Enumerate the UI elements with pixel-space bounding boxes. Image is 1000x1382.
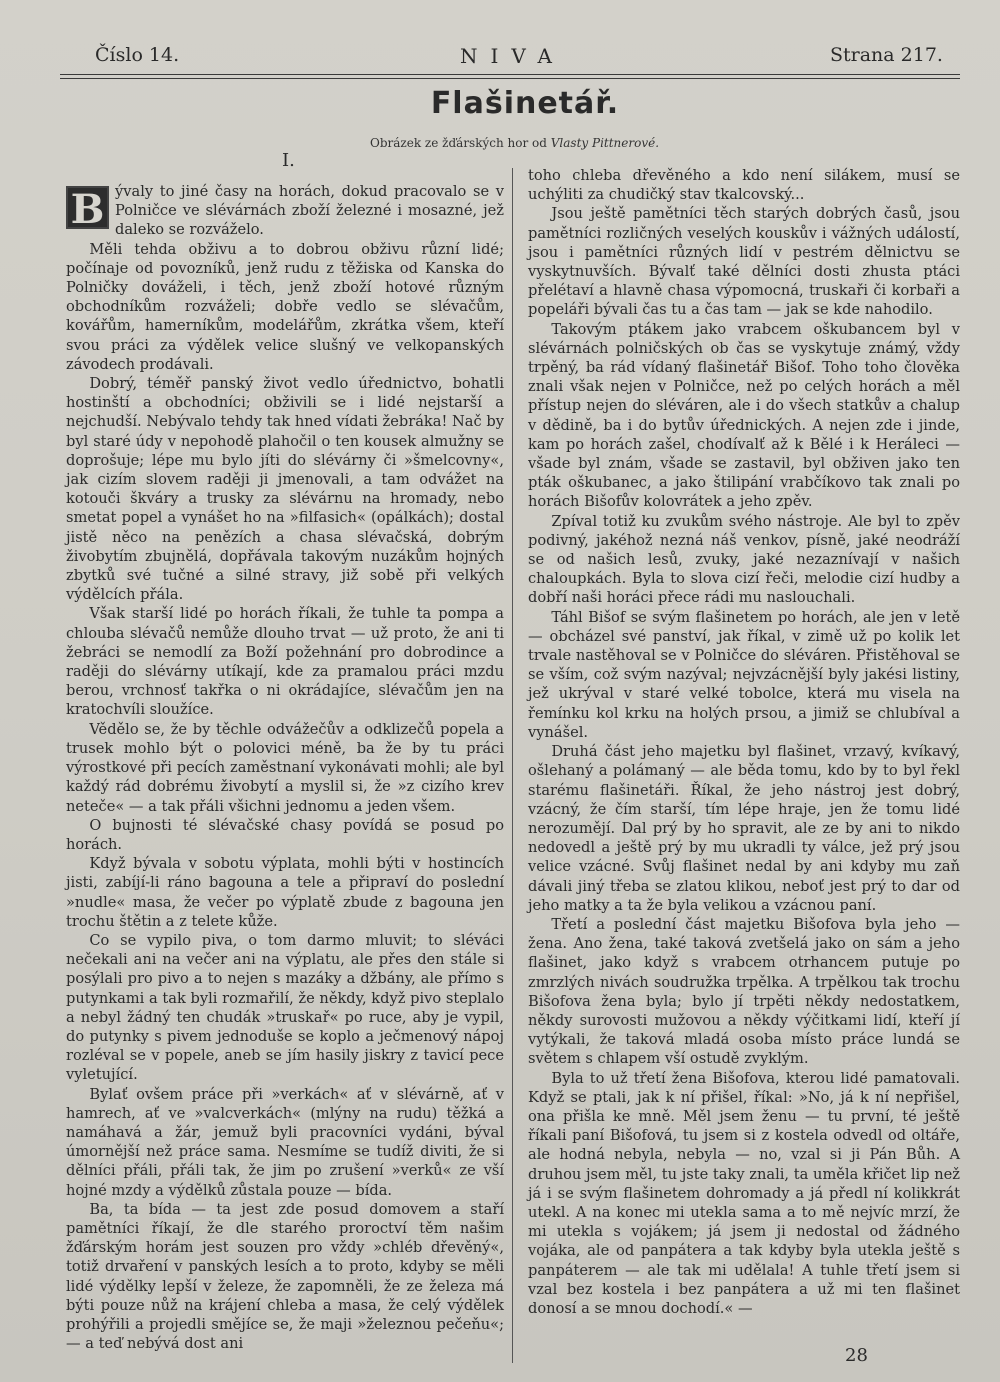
issue-number: Číslo 14. <box>95 44 180 66</box>
paragraph: Byla to už třetí žena Bišofova, kterou lidé pamatovali. Když se ptali, jak k ní přišel, říkal: »No, já k ní nepřišel, ona přišla ke mně. Měl jsem ženu — tu první, té ještě říkali paní Bišofová, tu jsem si z kostela odvedl od oltáře, ale hodná nebyla, nebyla — no, vzal si ji Pán Bůh. A druhou jsem měl, tu jste taky znali, ta uměla křičet lip než já i se svým flašinetem dohromady a já předl ní kolikkrát utekl. A na konec mi utekla sama a to mě nejvíc mrzí, že mi utekla s vojákem; já jsem ji nedostal od žádného vojáka, ale od panpátera a tak kdyby byla utekla ještě s panpáterem — ale tak mi udělala! A tuhle třetí jsem si vzal bez kostela i bez panpátera a už mi ten flašinet donosí a se mnou dochodí.« — <box>528 1069 960 1317</box>
right-column <box>528 166 960 1318</box>
paragraph: Jsou ještě pamětníci těch starých dobrých časů, jsou pamětníci rozličných veselých kouskův i vážných událostí, jsou i pamětníci různých lidí v pestrém dělnictvu se vyskytnuvších. Bývalť také dělníci dosti zhusta ptáci přelétaví a hlavně chasa výpomocná, truskaři či korbaři a popeláři bývali čas tu a čas tam — jak se kde nahodilo. <box>528 205 960 319</box>
paragraph: Měli tehda obživu a to dobrou obživu různí lidé; počínaje od povozníků, jenž rudu z těžiska od Kanska do Polničky dováželi, i těch, jenž zboží hotové různým obchodníkům rozváželi; dobře vedlo se slévačům, kovářům, hamerníkům, modelářům, zkrátka všem, kteří svou práci za výdělek velice slušný ve velkopanských závodech prodávali. <box>66 240 504 373</box>
page-number: 28 <box>845 1345 868 1366</box>
paragraph: Co se vypilo piva, o tom darmo mluvit; to sléváci nečekali ani na večer ani na výplatu, ale přes den stále si posýlali pro pivo a to nejen s mazáky a džbány, ale přímo s putynkami a tak byli rozmařilí, že někdy, když pivo steplalo a nebyl žádný ten chudák »truskař« po ruce, aby je vypil, do putynky s pivem jednoduše se koplo a ječmenový nápoj rozléval se v popele, aneb se jím hasily jiskry z tavicí pece vyletující. <box>66 931 504 1084</box>
paragraph: Táhl Bišof se svým flašinetem po horách, ale jen v letě — obcházel své panství, jak říkal, v zimě už po kolik let trvale nastěhoval se v Polničce do sléváren. Přistěhoval se se vším, což svým nazýval; nejvzácnější byly jakési listiny, jež ukrýval v staré velké tobolce, která mu visela na řemínku kol krku na holých prsou, a jimiž se chlubíval a vynášel. <box>528 608 960 741</box>
left-column <box>66 182 504 1353</box>
paragraph <box>66 182 504 240</box>
paragraph: Však starší lidé po horách říkali, že tuhle ta pompa a chlouba slévačů nemůže dlouho trvat — už proto, že ani ti žebráci se nemodlí za Boží požehnání pro dobrodince a raději do slévárny utíkají, kde za pramalou práci mzdu berou, vrchnosť takřka o ni okrádajíce, slévačům jen na kratochvíli sloužíce. <box>66 605 504 719</box>
header-rule-double <box>60 78 960 79</box>
paragraph: Zpíval totiž ku zvukům svého nástroje. Ale byl to zpěv podivný, jakéhož nezná náš venkov, písně, jaké neodráží se od našich lesů, zvuky, jaké nezaznívají v našich chaloupkách. Byla to slova cizí řeči, melodie cizí hudby a dobří naši horáci přece rádi mu naslouchali. <box>528 512 960 607</box>
article-subtitle <box>370 136 659 150</box>
paragraph: Dobrý, téměř panský život vedlo úřednictvo, bohatli hostinští a obchodníci; obživili se i lidé nejstarší a nejchudší. Nebývalo tehdy tak hned vídati žebráka! Nač by byl staré údy v nepohodě plahočil o ten kousek almužny se doprošuje; lépe mu bylo jíti do slévárny či »šmelcovny«, jak cizím slovem raději ji jmenovali, a tam odvážet na kotouči škváry a trusky za slévárnu na hromady, nebo smetat popel a vynášet ho na »filfasich« (opálkách); dostal jistě něco na penězích a chasa slévačská, dobrým živobytím zbujnělá, dopřávala takovým nuzákům hojných zbytků své tučné a silné stravy, již sobě při velkých výdělcích přála. <box>66 375 504 604</box>
paragraph: Když bývala v sobotu výplata, mohli býti v hostincích jisti, zabíjí-li ráno bagouna a tele a připraví do poslední »nudle« masa, že večer po výplatě zbude z bagouna jen trochu štětin a z telete kůže. <box>66 855 504 930</box>
paragraph: Ba, ta bída — ta jest zde posud domovem a staří pamětníci říkají, že dle starého proroctví těm našim žďárským horám jest souzen pro vždy »chléb dřevěný«, totiž drvaření v panských lesích a to proto, kdyby se měli lidé výdělky lepší v železe, že zapomněli, že ze železa má býti pouze nůž na krájení chleba a masa, že celý výdělek prohýřili a projedli smějíce se, že maji »železnou pečeňu«; — a teď nebývá dost ani <box>66 1200 504 1353</box>
paragraph: Třetí a poslední část majetku Bišofova byla jeho — žena. Ano žena, také taková zvetšelá jako on sám a jeho flašinet, jako když s vrabcem otrhancem putuje po zmrzlých nivách soudružka trpělka. A trpělkou tak trochu Bišofova žena byla; bylo jí trpěti někdy nedostatkem, někdy surovosti mužovou a někdy výčitkami lidí, kteří jí vytýkali, že taková mladá osoba místo práce lundá se světem s chlapem vší ostudě zvyklým. <box>528 915 960 1068</box>
page-label: Strana 217. <box>830 44 943 66</box>
journal-name: NIVA <box>460 44 565 68</box>
paragraph: O bujnosti té slévačské chasy povídá se posud po horách. <box>66 816 504 853</box>
column-divider <box>512 168 513 1363</box>
author-name: Vlasty Pittnerové. <box>550 136 660 150</box>
paragraph: Takovým ptákem jako vrabcem oškubancem byl v slévárnách polničských ob čas se vyskytuje známý, vždy trpěný, ba rád vídaný flašinetář Bišof. Toho toho člověka znali však nejen v Polničce, než po celých horách a měl přístup nejen do sléváren, ale i do všech statkův a chalup v dědině, ba i do bytův úřednických. A nejen zde i jinde, kam po horách zašel, chodívalť až k Bělé i k Heráleci — všade byl znám, všade se zastavil, byl obživen jako ten pták oškubanec, a jako štilipání vrabčíkovo tak znali po horách Bišofův kolovrátek a jeho zpěv. <box>528 320 960 511</box>
article-title: Flašinetář. <box>430 86 620 121</box>
subtitle-prefix: Obrázek ze žďárských hor od <box>370 136 547 150</box>
header-rule <box>60 74 960 75</box>
paragraph-text: ývaly to jiné časy na horách, dokud pracovalo se v Polničce ve slévárnách zboží železné i mosazné, jež daleko se rozváželo. <box>115 183 504 239</box>
paragraph: Druhá část jeho majetku byl flašinet, vrzavý, kvíkavý, ošlehaný a polámaný — ale běda tomu, kdo by to byl řekl starému flašinetáři. Říkal, že jeho nástroj jest dobrý, vzácný, že čím starší, tím lépe hraje, jen že tomu lidé nerozumějí. Dal prý by ho spravit, ale ze by ani to nikdo nedovedl a ještě prý by mu ukradli ty válce, jež prý jsou velice vzácné. Svůj flašinet nedal by ani kdyby mu zaň dávali jiný třeba se zlatou klikou, neboť jest prý to dar od jeho matky a ta že byla velikou a vzácnou paní. <box>528 743 960 914</box>
paragraph: Bylať ovšem práce při »verkách« ať v slévárně, ať v hamrech, ať ve »valcverkách« (mlýny na rudu) těžká a namáhavá a žár, jemuž byli pracovníci vydáni, býval úmornější než práce sama. Nesmíme se tudíž diviti, že si dělníci přáli, přáli tak, že jim po zrušení »verků« ze vší hojné mzdy a výdělků zůstala pouze — bída. <box>66 1085 504 1199</box>
section-number: I. <box>282 150 295 171</box>
paragraph: Vědělo se, že by těchle odvážečův a odklizečů popela a trusek mohlo být o polovici méně, ba že by tu práci výrostkové při pecích zaměstnaní vykonávati mohli; ale byl každý rád dobrému živobytí a myslil si, že »z cizího krev neteče« — a tak přáli všichni jednomu a jeden všem. <box>66 720 504 815</box>
paragraph: toho chleba dřevěného a kdo není silákem, musí se uchýliti za chudičký stav tkalcovský... <box>528 167 960 204</box>
drop-cap: B <box>66 186 109 229</box>
